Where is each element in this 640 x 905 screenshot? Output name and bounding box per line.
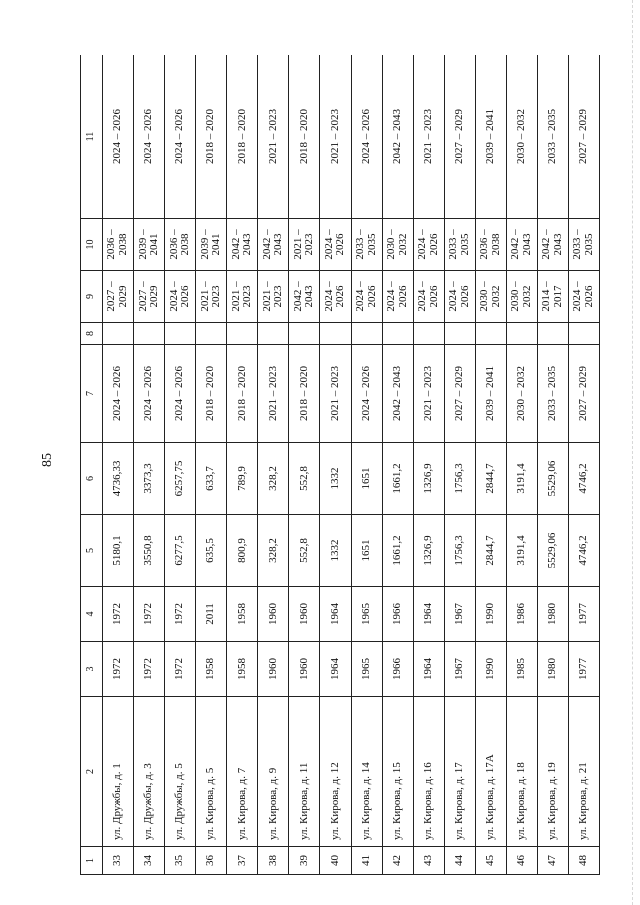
area-cell: 4746,2 xyxy=(568,443,599,515)
year-cell: 1958 xyxy=(227,587,258,642)
period-col9-cell xyxy=(351,271,382,323)
period-cell: 2021 – 2023 xyxy=(258,345,289,443)
year-cell: 1965 xyxy=(351,587,382,642)
period-col10-cell-end: 2023 xyxy=(303,233,316,256)
period-col10-cell-end: 2038 xyxy=(489,233,502,256)
column-header-10: 10 xyxy=(81,219,103,271)
period-col10-cell-start: 2042 – xyxy=(260,229,273,260)
year-built-cell: 1960 xyxy=(258,642,289,697)
period-cell: 2039 – 2041 xyxy=(475,345,506,443)
period-col9-cell-end: 2026 xyxy=(427,285,440,308)
table-row xyxy=(165,55,196,875)
year-cell: 1972 xyxy=(165,587,196,642)
period-col10-cell xyxy=(351,219,382,271)
column-header-5: 5 xyxy=(81,515,103,587)
period-cell: 2024 – 2026 xyxy=(351,345,382,443)
empty-cell xyxy=(227,323,258,345)
period-col9-cell-start: 2030 – xyxy=(478,281,491,312)
period-col9-cell-start: 2027 – xyxy=(105,281,118,312)
area-total-cell: 800,9 xyxy=(227,515,258,587)
empty-cell xyxy=(568,323,599,345)
period-col11-cell: 2033 – 2035 xyxy=(537,55,568,219)
period-cell: 2027 – 2029 xyxy=(568,345,599,443)
table-row xyxy=(196,55,227,875)
table-row xyxy=(568,55,599,875)
year-built-cell: 1965 xyxy=(351,642,382,697)
empty-cell xyxy=(165,323,196,345)
period-col9-cell xyxy=(475,271,506,323)
year-built-cell: 1972 xyxy=(165,642,196,697)
period-cell: 2021 – 2023 xyxy=(413,345,444,443)
address-cell: ул. Кирова, д. 12 xyxy=(320,697,351,847)
period-cell: 2042 – 2043 xyxy=(382,345,413,443)
area-total-cell: 1756,3 xyxy=(444,515,475,587)
period-col9-cell xyxy=(289,271,320,323)
area-total-cell: 5180,1 xyxy=(103,515,134,587)
empty-cell xyxy=(289,323,320,345)
header-row xyxy=(81,55,103,875)
year-built-cell: 1985 xyxy=(506,642,537,697)
year-built-cell: 1980 xyxy=(537,642,568,697)
period-col10-cell-start: 2024 – xyxy=(322,229,335,260)
period-col10-cell-start: 2042 – xyxy=(509,229,522,260)
period-col9-cell-start: 2024 – xyxy=(353,281,366,312)
period-col11-cell: 2018 – 2020 xyxy=(227,55,258,219)
row-number-cell: 35 xyxy=(165,847,196,875)
period-col9-cell xyxy=(444,271,475,323)
period-col9-cell xyxy=(103,271,134,323)
row-number-cell: 39 xyxy=(289,847,320,875)
period-col9-cell xyxy=(506,271,537,323)
year-built-cell: 1958 xyxy=(227,642,258,697)
address-cell: ул. Кирова, д. 18 xyxy=(506,697,537,847)
year-cell: 1960 xyxy=(258,587,289,642)
row-number-cell: 46 xyxy=(506,847,537,875)
period-cell: 2018 – 2020 xyxy=(227,345,258,443)
empty-cell xyxy=(475,323,506,345)
address-cell: ул. Кирова, д. 17 xyxy=(444,697,475,847)
rotated-table-frame xyxy=(80,55,600,875)
table-row xyxy=(382,55,413,875)
year-built-cell: 1964 xyxy=(413,642,444,697)
period-col9-cell-start: 2024 – xyxy=(385,281,398,312)
address-cell: ул. Кирова, д. 14 xyxy=(351,697,382,847)
row-number-cell: 43 xyxy=(413,847,444,875)
empty-cell xyxy=(382,323,413,345)
year-cell: 1972 xyxy=(103,587,134,642)
period-col10-cell xyxy=(227,219,258,271)
period-col11-cell: 2030 – 2032 xyxy=(506,55,537,219)
year-cell: 1972 xyxy=(134,587,165,642)
period-cell: 2033 – 2035 xyxy=(537,345,568,443)
year-cell: 1986 xyxy=(506,587,537,642)
empty-cell xyxy=(320,323,351,345)
period-col9-cell xyxy=(227,271,258,323)
table-row xyxy=(134,55,165,875)
table-row xyxy=(227,55,258,875)
period-col9-cell-end: 2026 xyxy=(179,285,192,308)
period-col10-cell-end: 2035 xyxy=(458,233,471,256)
column-header-1: 1 xyxy=(81,847,103,875)
row-number-cell: 45 xyxy=(475,847,506,875)
data-table xyxy=(80,55,600,875)
area-total-cell: 5529,06 xyxy=(537,515,568,587)
area-cell: 1651 xyxy=(351,443,382,515)
period-col11-cell: 2021 – 2023 xyxy=(413,55,444,219)
period-cell: 2024 – 2026 xyxy=(134,345,165,443)
period-col10-cell-end: 2043 xyxy=(520,233,533,256)
row-number-cell: 38 xyxy=(258,847,289,875)
period-col10-cell xyxy=(196,219,227,271)
table-row xyxy=(103,55,134,875)
period-col10-cell-end: 2043 xyxy=(241,233,254,256)
row-number-cell: 47 xyxy=(537,847,568,875)
period-col10-cell-end: 2038 xyxy=(179,233,192,256)
period-col9-cell-end: 2026 xyxy=(458,285,471,308)
period-col10-cell-start: 2042 – xyxy=(229,229,242,260)
area-cell: 552,8 xyxy=(289,443,320,515)
area-total-cell: 1332 xyxy=(320,515,351,587)
address-cell: ул. Кирова, д. 17А xyxy=(475,697,506,847)
year-cell: 1990 xyxy=(475,587,506,642)
period-col11-cell: 2027 – 2029 xyxy=(568,55,599,219)
table-row xyxy=(289,55,320,875)
area-cell: 1756,3 xyxy=(444,443,475,515)
period-cell: 2018 – 2020 xyxy=(289,345,320,443)
period-col11-cell: 2039 – 2041 xyxy=(475,55,506,219)
area-cell: 1326,9 xyxy=(413,443,444,515)
period-col10-cell-end: 2043 xyxy=(551,233,564,256)
year-cell: 1980 xyxy=(537,587,568,642)
column-header-8: 8 xyxy=(81,323,103,345)
period-col10-cell xyxy=(506,219,537,271)
year-cell: 1977 xyxy=(568,587,599,642)
period-col9-cell-start: 2024 – xyxy=(322,281,335,312)
period-col11-cell: 2018 – 2020 xyxy=(196,55,227,219)
address-cell: ул. Кирова, д. 7 xyxy=(227,697,258,847)
period-col10-cell-end: 2038 xyxy=(117,233,130,256)
period-col10-cell xyxy=(258,219,289,271)
area-cell: 1661,2 xyxy=(382,443,413,515)
column-header-3: 3 xyxy=(81,642,103,697)
period-col9-cell-start: 2021 – xyxy=(260,281,273,312)
period-col9-cell-end: 2026 xyxy=(334,285,347,308)
period-col10-cell-start: 2036 – xyxy=(167,229,180,260)
year-cell: 1967 xyxy=(444,587,475,642)
period-col10-cell-start: 2042 – xyxy=(540,229,553,260)
period-col10-cell xyxy=(320,219,351,271)
period-col10-cell xyxy=(103,219,134,271)
address-cell: ул. Кирова, д. 9 xyxy=(258,697,289,847)
period-cell: 2030 – 2032 xyxy=(506,345,537,443)
period-col9-cell-end: 2026 xyxy=(365,285,378,308)
table-row xyxy=(506,55,537,875)
area-total-cell: 1661,2 xyxy=(382,515,413,587)
period-col9-cell-end: 2029 xyxy=(117,285,130,308)
period-col9-cell-end: 2017 xyxy=(551,285,564,308)
period-col10-cell xyxy=(568,219,599,271)
table-container xyxy=(80,55,600,875)
area-total-cell: 4746,2 xyxy=(568,515,599,587)
address-cell: ул. Дружбы, д. 3 xyxy=(134,697,165,847)
period-col9-cell-end: 2032 xyxy=(520,285,533,308)
period-col10-cell-end: 2026 xyxy=(427,233,440,256)
period-cell: 2021 – 2023 xyxy=(320,345,351,443)
area-total-cell: 3550,8 xyxy=(134,515,165,587)
period-col9-cell-start: 2024 – xyxy=(571,281,584,312)
row-number-cell: 42 xyxy=(382,847,413,875)
year-built-cell: 1964 xyxy=(320,642,351,697)
period-col10-cell-end: 2026 xyxy=(334,233,347,256)
area-total-cell: 328,2 xyxy=(258,515,289,587)
table-row xyxy=(537,55,568,875)
period-col9-cell-start: 2021 – xyxy=(229,281,242,312)
period-col10-cell-start: 2036 – xyxy=(478,229,491,260)
address-cell: ул. Кирова, д. 21 xyxy=(568,697,599,847)
empty-cell xyxy=(103,323,134,345)
period-col9-cell-start: 2030 – xyxy=(509,281,522,312)
period-col10-cell xyxy=(413,219,444,271)
table-row xyxy=(258,55,289,875)
empty-cell xyxy=(351,323,382,345)
area-total-cell: 552,8 xyxy=(289,515,320,587)
year-built-cell: 1972 xyxy=(134,642,165,697)
period-col10-cell-end: 2035 xyxy=(365,233,378,256)
period-col11-cell: 2021 – 2023 xyxy=(320,55,351,219)
period-col9-cell-end: 2023 xyxy=(210,285,223,308)
period-col10-cell xyxy=(134,219,165,271)
row-number-cell: 48 xyxy=(568,847,599,875)
address-cell: ул. Дружбы, д. 5 xyxy=(165,697,196,847)
year-cell: 1966 xyxy=(382,587,413,642)
period-col9-cell xyxy=(537,271,568,323)
period-cell: 2024 – 2026 xyxy=(103,345,134,443)
year-cell: 1960 xyxy=(289,587,320,642)
period-col9-cell xyxy=(382,271,413,323)
period-col9-cell xyxy=(568,271,599,323)
period-col9-cell-start: 2024 – xyxy=(167,281,180,312)
empty-cell xyxy=(134,323,165,345)
period-col9-cell xyxy=(258,271,289,323)
area-total-cell: 3191,4 xyxy=(506,515,537,587)
area-total-cell: 2844,7 xyxy=(475,515,506,587)
period-col9-cell-end: 2026 xyxy=(396,285,409,308)
period-col10-cell-start: 2039 – xyxy=(136,229,149,260)
area-cell: 4736,33 xyxy=(103,443,134,515)
area-cell: 3373,3 xyxy=(134,443,165,515)
address-cell: ул. Кирова, д. 5 xyxy=(196,697,227,847)
address-cell: ул. Кирова, д. 11 xyxy=(289,697,320,847)
column-header-11: 11 xyxy=(81,55,103,219)
period-col11-cell: 2024 – 2026 xyxy=(351,55,382,219)
period-cell: 2027 – 2029 xyxy=(444,345,475,443)
scan-edge xyxy=(632,0,634,905)
row-number-cell: 44 xyxy=(444,847,475,875)
period-col9-cell-start: 2021 – xyxy=(198,281,211,312)
area-cell: 5529,06 xyxy=(537,443,568,515)
table-body xyxy=(103,55,600,875)
empty-cell xyxy=(196,323,227,345)
address-cell: ул. Кирова, д. 15 xyxy=(382,697,413,847)
period-col9-cell-end: 2032 xyxy=(489,285,502,308)
year-cell: 1964 xyxy=(320,587,351,642)
row-number-cell: 33 xyxy=(103,847,134,875)
period-col9-cell-end: 2023 xyxy=(272,285,285,308)
period-col11-cell: 2024 – 2026 xyxy=(134,55,165,219)
period-cell: 2018 – 2020 xyxy=(196,345,227,443)
period-col10-cell xyxy=(382,219,413,271)
period-col10-cell-start: 2021 – xyxy=(291,229,304,260)
period-col10-cell xyxy=(289,219,320,271)
year-built-cell: 1977 xyxy=(568,642,599,697)
period-col9-cell xyxy=(413,271,444,323)
period-col10-cell-end: 2035 xyxy=(582,233,595,256)
period-col9-cell xyxy=(196,271,227,323)
year-built-cell: 1958 xyxy=(196,642,227,697)
empty-cell xyxy=(444,323,475,345)
period-col10-cell-end: 2041 xyxy=(148,233,161,256)
area-total-cell: 1326,9 xyxy=(413,515,444,587)
period-col10-cell-start: 2036 – xyxy=(105,229,118,260)
period-col10-cell-end: 2043 xyxy=(272,233,285,256)
empty-cell xyxy=(506,323,537,345)
period-col9-cell-end: 2023 xyxy=(241,285,254,308)
year-built-cell: 1967 xyxy=(444,642,475,697)
table-row xyxy=(444,55,475,875)
period-col9-cell xyxy=(134,271,165,323)
period-col10-cell xyxy=(475,219,506,271)
area-cell: 789,9 xyxy=(227,443,258,515)
table-row xyxy=(320,55,351,875)
year-built-cell: 1960 xyxy=(289,642,320,697)
period-col10-cell-start: 2033 – xyxy=(353,229,366,260)
column-header-2: 2 xyxy=(81,697,103,847)
row-number-cell: 41 xyxy=(351,847,382,875)
period-col9-cell xyxy=(320,271,351,323)
address-cell: ул. Дружбы, д. 1 xyxy=(103,697,134,847)
area-cell: 328,2 xyxy=(258,443,289,515)
row-number-cell: 40 xyxy=(320,847,351,875)
area-total-cell: 6277,5 xyxy=(165,515,196,587)
column-header-4: 4 xyxy=(81,587,103,642)
year-cell: 1964 xyxy=(413,587,444,642)
address-cell: ул. Кирова, д. 16 xyxy=(413,697,444,847)
row-number-cell: 36 xyxy=(196,847,227,875)
period-col9-cell-start: 2014 – xyxy=(540,281,553,312)
period-col9-cell-start: 2024 – xyxy=(447,281,460,312)
period-cell: 2024 – 2026 xyxy=(165,345,196,443)
area-cell: 3191,4 xyxy=(506,443,537,515)
column-header-7: 7 xyxy=(81,345,103,443)
address-cell: ул. Кирова, д. 19 xyxy=(537,697,568,847)
period-col11-cell: 2021 – 2023 xyxy=(258,55,289,219)
empty-cell xyxy=(413,323,444,345)
period-col9-cell-end: 2029 xyxy=(148,285,161,308)
row-number-cell: 37 xyxy=(227,847,258,875)
column-header-6: 6 xyxy=(81,443,103,515)
table-row xyxy=(475,55,506,875)
period-col11-cell: 2027 – 2029 xyxy=(444,55,475,219)
table-row xyxy=(351,55,382,875)
area-total-cell: 635,5 xyxy=(196,515,227,587)
empty-cell xyxy=(258,323,289,345)
area-cell: 6257,75 xyxy=(165,443,196,515)
page-number: 85 xyxy=(40,453,55,467)
year-built-cell: 1966 xyxy=(382,642,413,697)
year-built-cell: 1990 xyxy=(475,642,506,697)
period-col9-cell xyxy=(165,271,196,323)
period-col9-cell-start: 2027 – xyxy=(136,281,149,312)
period-col10-cell-end: 2032 xyxy=(396,233,409,256)
period-col10-cell-start: 2030 – xyxy=(385,229,398,260)
period-col9-cell-end: 2026 xyxy=(582,285,595,308)
area-total-cell: 1651 xyxy=(351,515,382,587)
period-col9-cell-end: 2043 xyxy=(303,285,316,308)
area-cell: 1332 xyxy=(320,443,351,515)
row-number-cell: 34 xyxy=(134,847,165,875)
period-col10-cell-start: 2024 – xyxy=(416,229,429,260)
period-col10-cell xyxy=(165,219,196,271)
period-col11-cell: 2024 – 2026 xyxy=(103,55,134,219)
period-col11-cell: 2042 – 2043 xyxy=(382,55,413,219)
period-col11-cell: 2024 – 2026 xyxy=(165,55,196,219)
period-col10-cell-start: 2033 – xyxy=(571,229,584,260)
table-row xyxy=(413,55,444,875)
column-header-9: 9 xyxy=(81,271,103,323)
period-col10-cell-end: 2041 xyxy=(210,233,223,256)
area-cell: 2844,7 xyxy=(475,443,506,515)
period-col10-cell-start: 2033 – xyxy=(447,229,460,260)
year-cell: 2011 xyxy=(196,587,227,642)
period-col9-cell-start: 2024 – xyxy=(416,281,429,312)
period-col10-cell xyxy=(537,219,568,271)
empty-cell xyxy=(537,323,568,345)
year-built-cell: 1972 xyxy=(103,642,134,697)
period-col10-cell-start: 2039 – xyxy=(198,229,211,260)
period-col9-cell-start: 2042 – xyxy=(291,281,304,312)
area-cell: 633,7 xyxy=(196,443,227,515)
period-col11-cell: 2018 – 2020 xyxy=(289,55,320,219)
period-col10-cell xyxy=(444,219,475,271)
